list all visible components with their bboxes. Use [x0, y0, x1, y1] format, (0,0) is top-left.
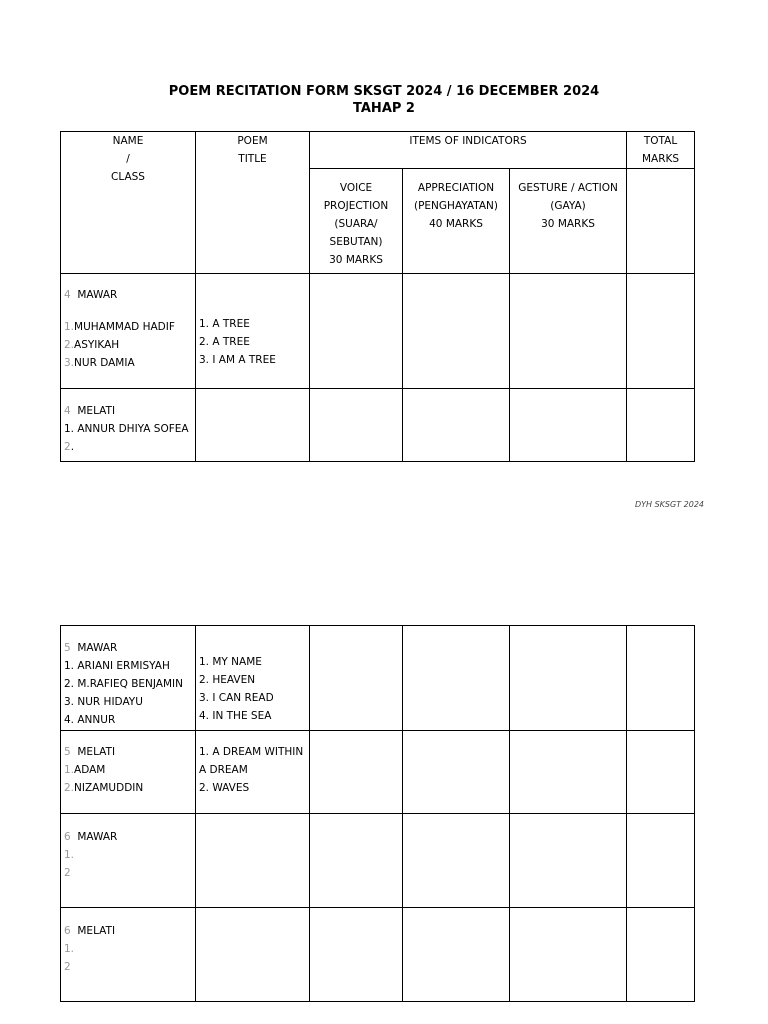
- header-text: (SUARA/: [334, 218, 378, 230]
- class-label: [64, 731, 195, 761]
- header-text: NAME: [112, 135, 144, 147]
- poem-cell: [196, 389, 310, 462]
- appreciation-score-cell[interactable]: [403, 626, 510, 731]
- poem-line: 1. MY NAME: [199, 656, 262, 668]
- class-cell: [61, 731, 196, 814]
- appreciation-score-cell[interactable]: [403, 274, 510, 389]
- student-num: 2.: [64, 782, 75, 794]
- student-num: 3.: [64, 357, 75, 369]
- student-num: 1.: [64, 764, 75, 776]
- class-label: [64, 908, 195, 940]
- marks-word: MARKS: [557, 218, 595, 230]
- form-subtitle: TAHAP 2: [353, 101, 415, 116]
- table-row: [61, 908, 695, 1002]
- student-num: 1.: [64, 423, 75, 435]
- voice-score-cell[interactable]: [310, 908, 403, 1002]
- voice-score-cell[interactable]: [310, 626, 403, 731]
- voice-marks: [310, 251, 402, 269]
- student-num: 3.: [64, 696, 75, 708]
- poem-line: A DREAM: [199, 764, 248, 776]
- voice-score-cell[interactable]: [310, 274, 403, 389]
- header-text: (GAYA): [550, 200, 586, 212]
- header-text: MARKS: [641, 153, 680, 165]
- table-row: [61, 626, 695, 731]
- header-text: (PENGHAYATAN): [413, 200, 498, 212]
- gesture-score-cell[interactable]: [510, 389, 627, 462]
- score-table-2: [60, 625, 695, 1002]
- table-row: [61, 274, 695, 389]
- class-label: [64, 814, 195, 846]
- student-name: NIZAMUDDIN: [74, 782, 144, 794]
- table-row: [61, 814, 695, 908]
- voice-score-cell[interactable]: [310, 731, 403, 814]
- student-line: [64, 354, 195, 372]
- header-text: VOICE: [339, 182, 373, 194]
- student-line: [64, 438, 195, 456]
- appreciation-score-cell[interactable]: [403, 731, 510, 814]
- class-label: [64, 626, 195, 657]
- appreciation-score-cell[interactable]: [403, 814, 510, 908]
- student-line: [64, 711, 195, 729]
- appr-marks: [403, 215, 509, 233]
- class-label: [64, 389, 195, 420]
- class-name: MAWAR: [77, 289, 118, 301]
- poem-line: 3. I AM A TREE: [199, 354, 276, 366]
- student-line: [64, 420, 195, 438]
- class-label: [64, 274, 195, 304]
- poem-title-header: [196, 132, 310, 274]
- student-num: 1.: [64, 660, 75, 672]
- gesture-score-cell[interactable]: [510, 814, 627, 908]
- gesture-score-cell[interactable]: [510, 626, 627, 731]
- student-name: M.RAFIEQ BENJAMIN: [77, 678, 183, 690]
- total-score-cell[interactable]: [627, 626, 695, 731]
- student-name: ANNUR: [77, 714, 116, 726]
- score-table-1: [60, 131, 695, 462]
- form-title: POEM RECITATION FORM SKSGT 2024 / 16 DECEMBER 2024: [168, 84, 600, 99]
- header-text: CLASS: [111, 171, 145, 183]
- student-line: [64, 318, 195, 336]
- total-marks-header: [627, 132, 695, 169]
- student-name: ADAM: [74, 764, 106, 776]
- table-row: [61, 731, 695, 814]
- class-number: 4: [64, 289, 71, 301]
- student-line: [64, 675, 195, 693]
- class-cell: [61, 908, 196, 1002]
- poem-line: 1. A DREAM WITHIN: [199, 746, 304, 758]
- poem-line: 3. I CAN READ: [199, 692, 274, 704]
- appreciation-score-cell[interactable]: [403, 908, 510, 1002]
- student-num: 2.: [64, 678, 75, 690]
- poem-line: 2. WAVES: [199, 782, 250, 794]
- total-score-cell[interactable]: [627, 814, 695, 908]
- student-name: ANNUR DHIYA SOFEA: [77, 423, 189, 435]
- poem-line: 2. HEAVEN: [199, 674, 256, 686]
- student-num: 2: [64, 441, 71, 453]
- gesture-header: [510, 169, 627, 274]
- student-line: [64, 761, 195, 779]
- voice-projection-header: [310, 169, 403, 274]
- student-num: 1.: [64, 321, 75, 333]
- class-number: 4: [64, 405, 71, 417]
- class-cell: [61, 274, 196, 389]
- header-text: APPRECIATION: [417, 182, 495, 194]
- poem-cell: [196, 814, 310, 908]
- appreciation-header: [403, 169, 510, 274]
- student-name: .: [70, 441, 75, 453]
- student-num: 1.: [64, 943, 75, 955]
- class-number: 6: [64, 831, 71, 843]
- student-num: 2.: [64, 339, 75, 351]
- class-number: 6: [64, 925, 71, 937]
- poem-cell: [196, 626, 310, 731]
- student-num: 4.: [64, 714, 75, 726]
- poem-cell: [196, 908, 310, 1002]
- student-name: ASYIKAH: [74, 339, 120, 351]
- total-score-cell[interactable]: [627, 908, 695, 1002]
- class-name: MELATI: [77, 405, 116, 417]
- appreciation-score-cell[interactable]: [403, 389, 510, 462]
- total-marks-cell: [627, 169, 695, 274]
- marks-number: 30: [541, 218, 555, 230]
- voice-score-cell[interactable]: [310, 389, 403, 462]
- gesture-score-cell[interactable]: [510, 731, 627, 814]
- header-text: /: [126, 153, 130, 165]
- total-score-cell[interactable]: [627, 389, 695, 462]
- gest-marks: [510, 215, 626, 233]
- header-text: ITEMS OF INDICATORS: [409, 135, 527, 147]
- voice-score-cell[interactable]: [310, 814, 403, 908]
- gesture-score-cell[interactable]: [510, 908, 627, 1002]
- poem-line: 4. IN THE SEA: [199, 710, 272, 722]
- signature-note: DYH SKSGT 2024: [635, 500, 704, 509]
- class-name: MELATI: [77, 925, 116, 937]
- student-line: [64, 336, 195, 354]
- name-class-header: [61, 132, 196, 274]
- marks-number: 40: [429, 218, 443, 230]
- header-text: SEBUTAN): [329, 236, 383, 248]
- student-line: [64, 693, 195, 711]
- student-num: 2: [64, 867, 71, 879]
- header-text: PROJECTION: [323, 200, 389, 212]
- total-score-cell[interactable]: [627, 731, 695, 814]
- poem-cell: [196, 731, 310, 814]
- class-cell: [61, 814, 196, 908]
- header-text: POEM: [237, 135, 268, 147]
- student-num: 1.: [64, 849, 75, 861]
- class-name: MELATI: [77, 746, 116, 758]
- marks-word: MARKS: [345, 254, 383, 266]
- header-text: TITLE: [238, 153, 267, 165]
- poem-line: 2. A TREE: [199, 336, 250, 348]
- class-number: 5: [64, 642, 71, 654]
- items-indicators-header: [310, 132, 627, 169]
- student-num: 2: [64, 961, 71, 973]
- poem-cell: [196, 274, 310, 389]
- student-name: NUR HIDAYU: [77, 696, 143, 708]
- gesture-score-cell[interactable]: [510, 274, 627, 389]
- class-number: 5: [64, 746, 71, 758]
- header-text: GESTURE / ACTION: [518, 182, 618, 194]
- class-cell: [61, 389, 196, 462]
- student-line: [64, 657, 195, 675]
- student-name: MUHAMMAD HADIF: [74, 321, 175, 333]
- class-name: MAWAR: [77, 642, 118, 654]
- poem-line: 1. A TREE: [199, 318, 250, 330]
- total-score-cell[interactable]: [627, 274, 695, 389]
- class-name: MAWAR: [77, 831, 118, 843]
- header-text: TOTAL: [643, 135, 678, 147]
- student-name: NUR DAMIA: [74, 357, 135, 369]
- marks-number: 30: [329, 254, 343, 266]
- marks-word: MARKS: [445, 218, 483, 230]
- class-cell: [61, 626, 196, 731]
- student-name: ARIANI ERMISYAH: [77, 660, 170, 672]
- student-line: [64, 779, 195, 797]
- table-row: [61, 389, 695, 462]
